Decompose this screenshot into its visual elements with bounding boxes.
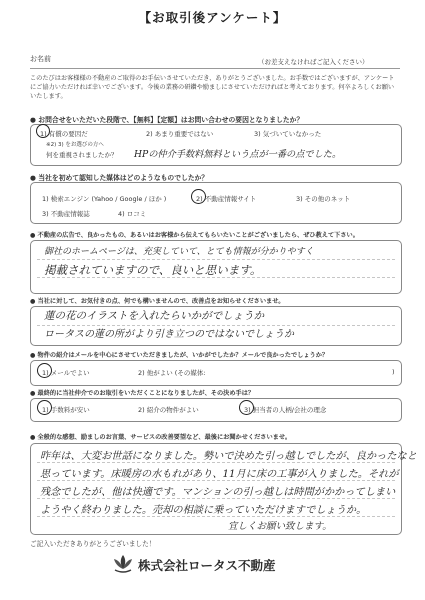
q6-option-3: 3) 担当者の人柄/会社の理念 xyxy=(244,406,327,414)
q2-question: ● 当社を初めて認知した媒体はどのようなものでしたか？ xyxy=(30,174,209,182)
company-name: 株式会社ロータス不動産 xyxy=(138,558,276,573)
q1-question: ● お問合せをいただいた段階で、【無料】【定額】はお問い合わせの要因となりましたか？ xyxy=(30,116,304,124)
q4-question: ● 当社に対して、お気付きの点、何でも構いませんので、改善点をお知らせくださいませ。 xyxy=(30,298,285,305)
q4-handwritten-line-2: ロータスの蓮の所がより引き立つのではないでしょうか xyxy=(44,329,294,340)
lotus-logo-icon xyxy=(112,553,134,575)
q2-selection-mark xyxy=(191,189,206,204)
name-note: （お差支えなければご記入ください） xyxy=(258,58,369,66)
q5-option-2: 2) 他がよい (その媒体: xyxy=(138,369,206,377)
q5-selection-mark xyxy=(37,363,52,378)
q2-option-2: 2) 不動産情報サイト xyxy=(196,195,257,203)
q5-question: ● 物件の紹介はメールを中心にさせていただきましたが、いかがでしたか？メールで良かったでしょうか？ xyxy=(30,352,329,359)
q7-handwritten-line-1: 昨年は、大変お世話になりました。勢いで決めた引っ越しでしたが、良かったなと xyxy=(40,451,417,462)
q5-option-1: 1) メールでよい xyxy=(42,369,90,377)
q1-handwritten-answer: HPの仲介手数料無料という点が一番の点でした。 xyxy=(134,149,342,160)
q2-option-4: 3) 不動産情報誌 xyxy=(42,210,90,218)
q5-option-2-close: ) xyxy=(392,368,395,376)
q1-followup: 何を重視されましたか？ xyxy=(46,151,118,159)
q2-option-1: 1) 検索エンジン (Yahoo / Google / ほか ) xyxy=(42,195,167,203)
q1-note: ※2) 3) をお選びの方へ xyxy=(46,142,104,148)
q3-handwritten-line-2: 掲載されていますので、良いと思います。 xyxy=(44,263,262,277)
q7-handwritten-line-4: ようやく終わりました。売却の相談に乗っていただけますでしょうか。 xyxy=(40,505,367,516)
q7-handwritten-line-2: 思っています。床暖房の水もれがあり、11月に床の工事が入りました。それが xyxy=(40,469,399,480)
q1-option-2: 2) あまり重要ではない xyxy=(146,130,214,138)
q7-handwritten-line-3: 残念でしたが、他は快適です。マンションの引っ越しは時間がかかってしまい xyxy=(40,487,396,498)
q2-option-3: 3) その他のネット xyxy=(296,195,351,203)
q3-handwritten-line-1: 御社のホームページは、充実していて、とても情報が分かりやすく xyxy=(44,247,314,257)
name-label: お名前 xyxy=(30,55,51,63)
q6-question: ● 最終的に当社仲介でのお取引をいただくことになりましたが、その決め手は？ xyxy=(30,390,255,397)
q1-option-3: 3) 気づいていなかった xyxy=(254,130,322,138)
q1-selection-mark xyxy=(36,124,50,138)
q6-option-1: 1) 手数料が安い xyxy=(42,406,90,414)
q4-handwritten-line-1: 蓮の花のイラストを入れたらいかがでしょうか xyxy=(44,310,265,322)
q6-option-2: 2) 紹介の物件がよい xyxy=(138,406,199,414)
q1-option-1: 1) 有償の要因だ xyxy=(40,130,88,138)
thanks-text: ご記入いただきありがとうございました！ xyxy=(30,540,156,548)
q6-selection-mark-3 xyxy=(239,400,254,415)
q3-question: ● 不動産の広告で、良かったもの、あるいはお客様から伝えてもらいたいことがございましたら、ぜひ教えて下さい。 xyxy=(30,232,359,239)
q7-handwritten-line-5: 宜しくお願い致します。 xyxy=(228,521,332,532)
q6-selection-mark-1 xyxy=(37,400,52,415)
intro-text: このたびはお客様様の不動産のご取得のお手伝いさせていただき、ありがとうございました。お手数ではございますが、アンケートにご協力いただければ幸いでございます。今後の業務の研鑽や励ましにさせていただければと考えております。何卒よろしくお願いいたします。 xyxy=(30,75,395,101)
q2-option-5: 4) ロコミ xyxy=(118,210,147,218)
page-title: 【お取引後アンケート】 xyxy=(138,10,287,25)
q7-question: ● 全般的な感想、励ましのお言葉、サービスの改善要望など、最後にお聞かせくださいませ。 xyxy=(30,434,292,441)
name-underline xyxy=(30,68,400,69)
